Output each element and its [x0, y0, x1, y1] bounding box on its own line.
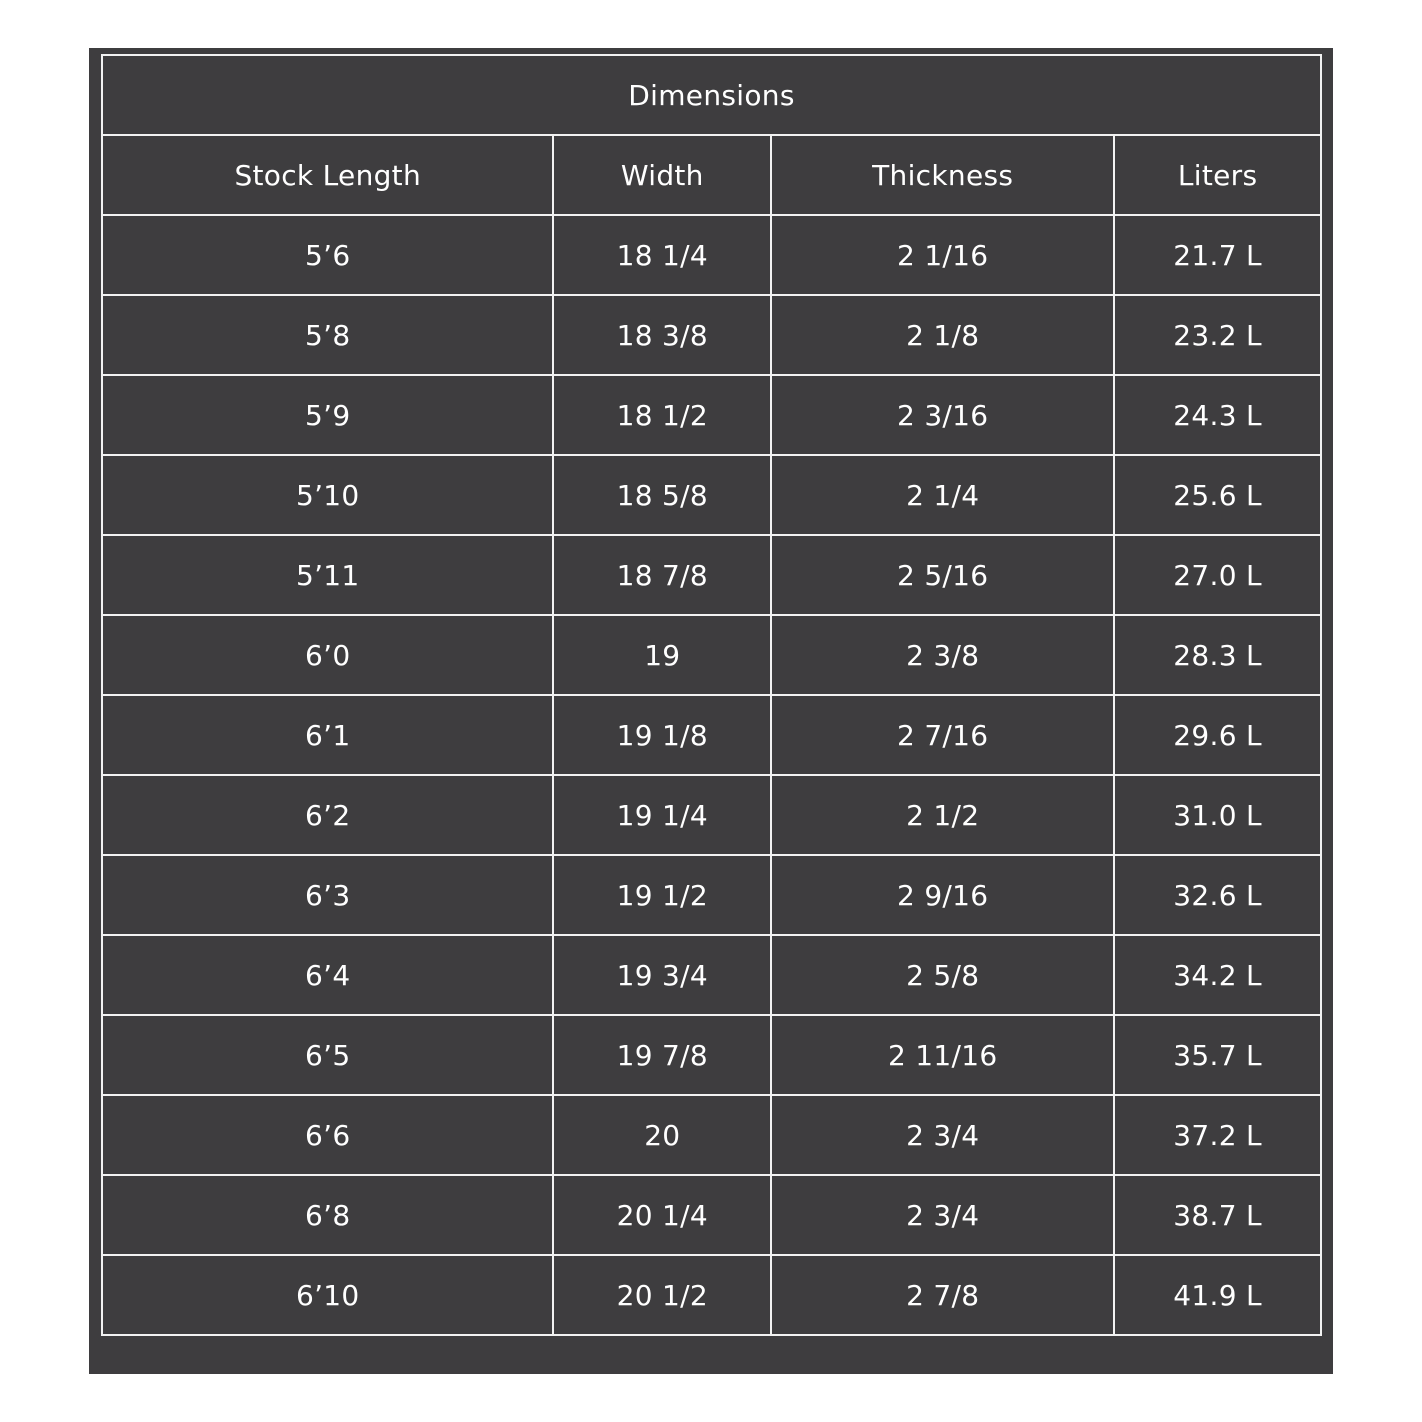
table-row	[102, 375, 1321, 455]
thickness-cell: 2 5/16	[771, 535, 1114, 615]
liters-cell: 21.7 L	[1114, 215, 1321, 295]
dimensions-table	[101, 54, 1322, 1336]
liters-cell: 23.2 L	[1114, 295, 1321, 375]
stock-length-cell: 6’2	[102, 775, 553, 855]
liters-cell: 38.7 L	[1114, 1175, 1321, 1255]
liters-cell: 41.9 L	[1114, 1255, 1321, 1335]
table-row	[102, 455, 1321, 535]
table-row	[102, 1015, 1321, 1095]
table-row	[102, 1175, 1321, 1255]
table-row	[102, 295, 1321, 375]
table-row	[102, 855, 1321, 935]
stock-length-cell: 6’3	[102, 855, 553, 935]
width-cell: 19 3/4	[553, 935, 771, 1015]
table-row	[102, 1255, 1321, 1335]
thickness-cell: 2 9/16	[771, 855, 1114, 935]
table-row	[102, 615, 1321, 695]
liters-cell: 29.6 L	[1114, 695, 1321, 775]
table-row	[102, 535, 1321, 615]
stock-length-cell: 5’10	[102, 455, 553, 535]
stock-length-cell: 6’4	[102, 935, 553, 1015]
table-header-row	[102, 135, 1321, 215]
table-row	[102, 215, 1321, 295]
stock-length-cell: 5’11	[102, 535, 553, 615]
table-row	[102, 935, 1321, 1015]
table-row	[102, 1095, 1321, 1175]
thickness-cell: 2 5/8	[771, 935, 1114, 1015]
stock-length-cell: 6’8	[102, 1175, 553, 1255]
dimensions-panel	[89, 48, 1333, 1374]
header-thickness: Thickness	[771, 135, 1114, 215]
table-row	[102, 695, 1321, 775]
thickness-cell: 2 11/16	[771, 1015, 1114, 1095]
stock-length-cell: 5’9	[102, 375, 553, 455]
stock-length-cell: 6’0	[102, 615, 553, 695]
thickness-cell: 2 1/16	[771, 215, 1114, 295]
thickness-cell: 2 7/16	[771, 695, 1114, 775]
liters-cell: 31.0 L	[1114, 775, 1321, 855]
liters-cell: 34.2 L	[1114, 935, 1321, 1015]
thickness-cell: 2 1/4	[771, 455, 1114, 535]
width-cell: 18 3/8	[553, 295, 771, 375]
header-width: Width	[553, 135, 771, 215]
stock-length-cell: 5’8	[102, 295, 553, 375]
width-cell: 18 7/8	[553, 535, 771, 615]
thickness-cell: 2 1/8	[771, 295, 1114, 375]
width-cell: 18 5/8	[553, 455, 771, 535]
width-cell: 19 1/8	[553, 695, 771, 775]
thickness-cell: 2 3/4	[771, 1175, 1114, 1255]
thickness-cell: 2 3/4	[771, 1095, 1114, 1175]
liters-cell: 32.6 L	[1114, 855, 1321, 935]
table-title: Dimensions	[102, 55, 1321, 135]
header-liters: Liters	[1114, 135, 1321, 215]
width-cell: 19 1/4	[553, 775, 771, 855]
width-cell: 20 1/2	[553, 1255, 771, 1335]
thickness-cell: 2 3/16	[771, 375, 1114, 455]
liters-cell: 35.7 L	[1114, 1015, 1321, 1095]
table-row	[102, 775, 1321, 855]
liters-cell: 25.6 L	[1114, 455, 1321, 535]
stock-length-cell: 6’10	[102, 1255, 553, 1335]
width-cell: 20 1/4	[553, 1175, 771, 1255]
width-cell: 19 7/8	[553, 1015, 771, 1095]
width-cell: 19	[553, 615, 771, 695]
liters-cell: 28.3 L	[1114, 615, 1321, 695]
stock-length-cell: 6’5	[102, 1015, 553, 1095]
thickness-cell: 2 1/2	[771, 775, 1114, 855]
header-stock-length: Stock Length	[102, 135, 553, 215]
width-cell: 20	[553, 1095, 771, 1175]
liters-cell: 24.3 L	[1114, 375, 1321, 455]
stock-length-cell: 6’1	[102, 695, 553, 775]
thickness-cell: 2 7/8	[771, 1255, 1114, 1335]
width-cell: 19 1/2	[553, 855, 771, 935]
width-cell: 18 1/2	[553, 375, 771, 455]
stock-length-cell: 6’6	[102, 1095, 553, 1175]
thickness-cell: 2 3/8	[771, 615, 1114, 695]
width-cell: 18 1/4	[553, 215, 771, 295]
liters-cell: 27.0 L	[1114, 535, 1321, 615]
stock-length-cell: 5’6	[102, 215, 553, 295]
liters-cell: 37.2 L	[1114, 1095, 1321, 1175]
table-title-row	[102, 55, 1321, 135]
table-body	[102, 215, 1321, 1335]
